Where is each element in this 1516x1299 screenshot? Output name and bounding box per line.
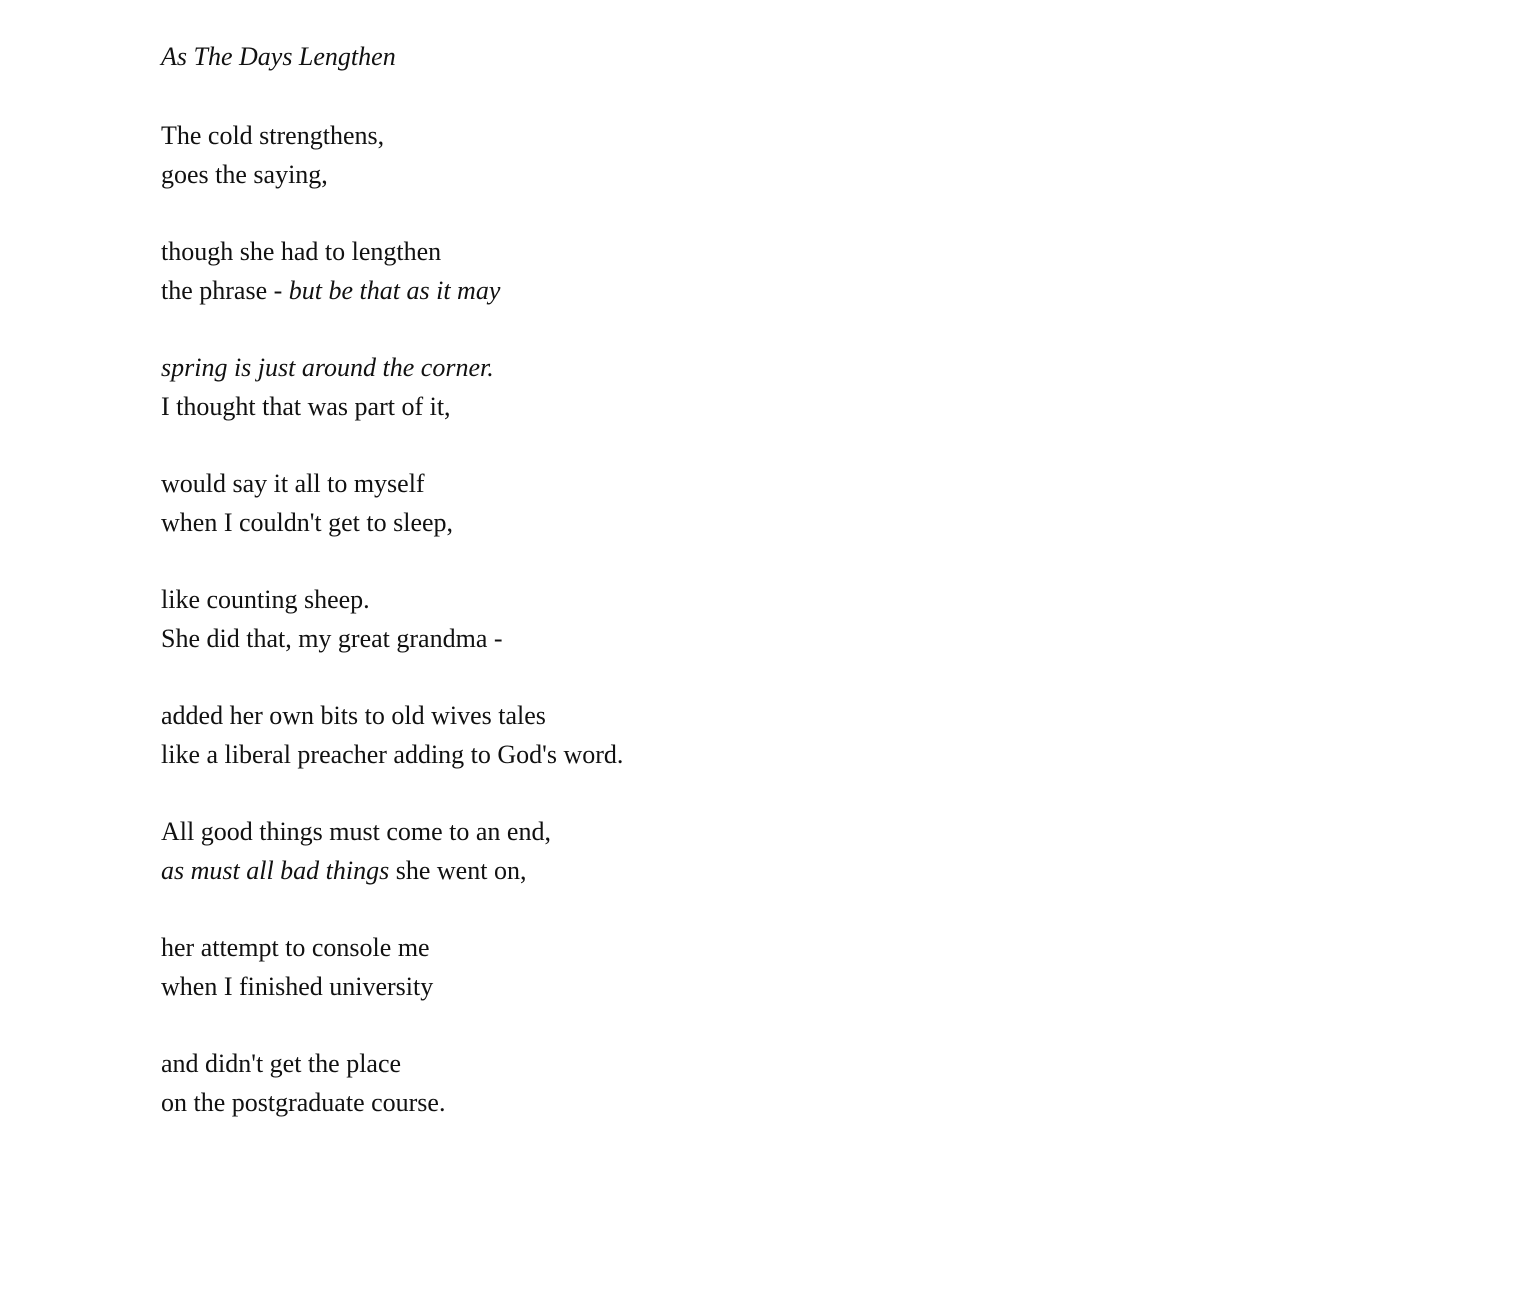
italic-text: as must all bad things — [161, 856, 390, 885]
stanza-1 — [161, 116, 1361, 194]
line-text: the phrase - — [161, 276, 289, 305]
poem-line — [161, 696, 1361, 735]
poem-line — [161, 1044, 1361, 1083]
stanza-8 — [161, 928, 1361, 1006]
poem-line — [161, 619, 1361, 658]
poem-line — [161, 271, 1361, 310]
line-text: I thought that was part of it, — [161, 392, 451, 421]
poem-line — [161, 387, 1361, 426]
italic-text: but be that as it may — [288, 276, 501, 305]
poem-line — [161, 503, 1361, 542]
line-text: when I finished university — [161, 972, 434, 1001]
italic-text: spring is just around the corner. — [161, 353, 494, 382]
poem-line — [161, 928, 1361, 967]
line-text: like counting sheep. — [161, 585, 370, 614]
line-text: and didn't get the place — [161, 1049, 402, 1078]
poem-line — [161, 735, 1361, 774]
line-text: when I couldn't get to sleep, — [161, 508, 454, 537]
poem-line — [161, 812, 1361, 851]
line-text: on the postgraduate course. — [161, 1088, 446, 1117]
poem-line — [161, 348, 1361, 387]
line-text: her attempt to console me — [161, 933, 430, 962]
line-text: she went on, — [389, 856, 527, 885]
line-text: The cold strengthens, — [161, 121, 385, 150]
poem-line — [161, 116, 1361, 155]
poem-title: As The Days Lengthen — [161, 42, 396, 71]
stanza-9 — [161, 1044, 1361, 1122]
line-text: would say it all to myself — [161, 469, 425, 498]
stanza-6 — [161, 696, 1361, 774]
stanza-7 — [161, 812, 1361, 890]
line-text: goes the saying, — [161, 160, 328, 189]
line-text: added her own bits to old wives tales — [161, 701, 546, 730]
stanza-5 — [161, 580, 1361, 658]
poem-line — [161, 967, 1361, 1006]
poem — [161, 38, 1361, 1160]
poem-line — [161, 851, 1361, 890]
line-text: though she had to lengthen — [161, 237, 442, 266]
line-text: like a liberal preacher adding to God's word. — [161, 740, 624, 769]
poem-line — [161, 464, 1361, 503]
poem-line — [161, 232, 1361, 271]
stanza-4 — [161, 464, 1361, 542]
poem-line — [161, 580, 1361, 619]
poem-line — [161, 155, 1361, 194]
poem-line — [161, 1083, 1361, 1122]
line-text: All good things must come to an end, — [161, 817, 551, 846]
stanza-2 — [161, 232, 1361, 310]
stanza-3 — [161, 348, 1361, 426]
line-text: She did that, my great grandma - — [161, 624, 503, 653]
